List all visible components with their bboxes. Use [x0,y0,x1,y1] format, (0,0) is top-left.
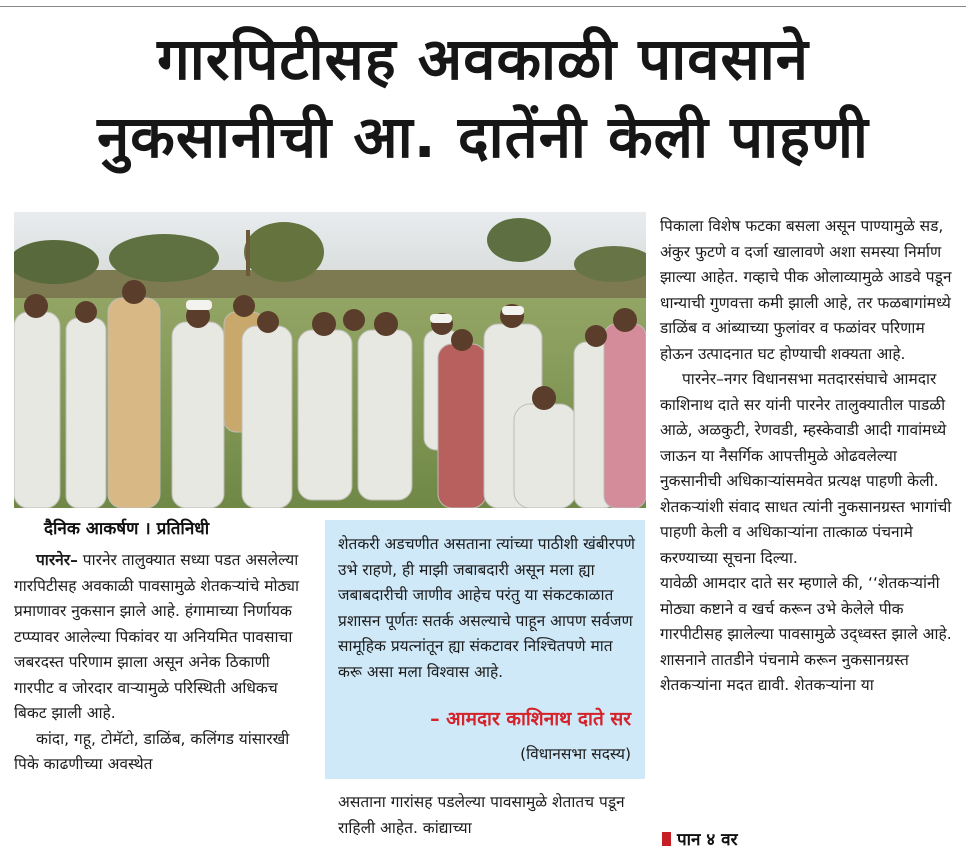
red-square-icon [662,832,671,846]
paragraph: पारनेर–नगर विधानसभा मतदारसंघाचे आमदार काशिनाथ दाते सर यांनी पारनेर तालुक्यातील पाडळी आळे, अळकुटी, रेणवडी, म्हस्केवाडी आदी गावांमध्ये जाऊन या नैसर्गिक आपत्तीमुळे ओढवलेल्या नुकसानीची अधिकाऱ्यांसमवेत प्रत्यक्ष पाहणी केली. शेतकऱ्यांशी संवाद साधत त्यांनी नुकसानग्रस्त भागांची पाहणी केली व अधिकाऱ्यांना तात्काळ पंचनामे करण्याच्या सूचना दिल्या. [660,370,952,567]
pull-quote-author: – आमदार काशिनाथ दाते सर [430,708,631,730]
article-column-2 [338,790,638,841]
continuation-text: पान ४ वर [677,830,738,850]
article-column-3 [660,214,960,699]
top-rule [0,6,966,7]
paragraph: कांदा, गहू, टोमॅटो, डाळिंब, कलिंगड यांसारखी पिके काढणीच्या अवस्थेत [14,729,290,773]
byline: दैनिक आकर्षण । प्रतिनिधी [44,519,210,539]
paragraph: यावेळी आमदार दाते सर म्हणाले की, ‘‘शेतकऱ्यांनी मोठ्या कष्टाने व खर्च करून उभे केलेले पीक गारपीटीसह झालेल्या पावसामुळे उद्ध्वस्त झाले आहे. शासनाने तातडीने पंचनामे करून नुकसानग्रस्त शेतकऱ्यांना मदत द्यावी. शेतकऱ्यांना या [660,574,952,694]
paragraph: असताना गारांसह पडलेल्या पावसामुळे शेतातच पडून राहिली आहेत. कांद्याच्या [338,793,625,837]
paragraph-text: पारनेर तालुक्यात सध्या पडत असलेल्या गारपिटीसह अवकाळी पावसामुळे शेतकऱ्यांचे मोठ्या प्रमाणावर नुकसान झाले आहे. हंगामाच्या निर्णायक टप्प्यावर आलेल्या पिकांवर या अनियमित पावसाचा जबरदस्त परिणाम झाला असून अनेक ठिकाणी गारपीट व जोरदार वाऱ्यामुळे परिस्थिती अधिकच बिकट झाली आहे. [14,551,300,722]
paragraph: पिकाला विशेष फटका बसला असून पाण्यामुळे सड, अंकुर फुटणे व दर्जा खालावणे अशा समस्या निर्माण झाल्या आहेत. गव्हाचे पीक ओलाव्यामुळे आडवे पडून धान्याची गुणवत्ता कमी झाली आहे, तर फळबागांमध्ये डाळिंब व आंब्याच्या फुलांवर व फळांवर परिणाम होऊन उत्पादनात घट होण्याची शक्यता आहे. [660,217,952,363]
photo-illustration [14,212,646,508]
article-column-1 [14,548,314,778]
headline-line-1: गारपिटीसह अवकाळी पावसाने [157,25,809,93]
pull-quote-text: शेतकरी अडचणीत असताना त्यांच्या पाठीशी खंबीरपणे उभे राहणे, ही माझी जबाबदारी असून मला ह्या जबाबदारीची जाणीव आहेच परंतु या संकटकाळात प्रशासन पूर्णतः सतर्क असल्याचे पाहून आपण सर्वजण सामूहिक प्रयत्नांतून ह्या संकटावर निश्चितपणे मात करू असा मला विश्वास आहे. [338,535,636,681]
news-photo [14,212,646,508]
pull-quote-box [325,520,645,779]
pull-quote-role: (विधानसभा सदस्य) [520,745,631,763]
dateline: पारनेर– [36,551,78,569]
headline-line-2: नुकसानीची आ. दातेंनी केली पाहणी [97,103,869,171]
continuation-note [662,827,738,850]
paragraph [14,548,314,727]
